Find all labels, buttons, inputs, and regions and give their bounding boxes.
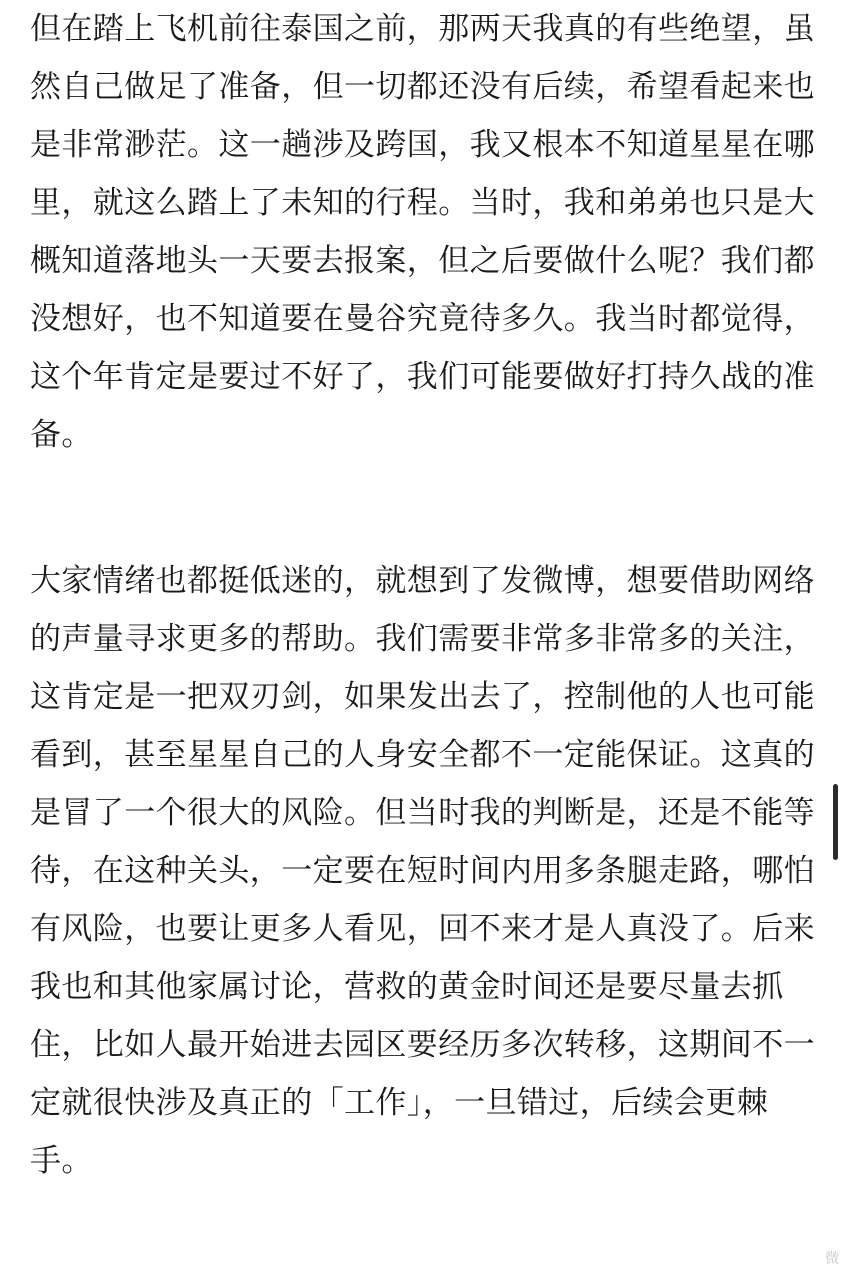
text-line: 住，比如人最开始进去园区要经历多次转移，这期间不一	[30, 1027, 815, 1063]
watermark: 微	[825, 1251, 839, 1267]
text-line: 然自己做足了准备，但一切都还没有后续，希望看起来也	[30, 69, 815, 105]
text-line: 这个年肯定是要过不好了，我们可能要做好打持久战的准	[30, 359, 815, 395]
scrollbar-thumb[interactable]	[833, 784, 838, 860]
paragraph-1	[30, 0, 815, 464]
text-line: 但在踏上飞机前往泰国之前，那两天我真的有些绝望，虽	[30, 11, 815, 47]
text-line: 是冒了一个很大的风险。但当时我的判断是，还是不能等	[30, 795, 815, 831]
text-line: 这肯定是一把双刃剑，如果发出去了，控制他的人也可能	[30, 679, 815, 715]
text-line: 看到，甚至星星自己的人身安全都不一定能保证。这真的	[30, 737, 815, 773]
paragraph-2	[30, 552, 815, 1190]
text-line: 定就很快涉及真正的「工作」，一旦错过，后续会更棘	[30, 1085, 769, 1121]
text-line: 大家情绪也都挺低迷的，就想到了发微博，想要借助网络	[30, 563, 815, 599]
text-line: 我也和其他家属讨论，营救的黄金时间还是要尽量去抓	[30, 969, 784, 1005]
text-line: 里，就这么踏上了未知的行程。当时，我和弟弟也只是大	[30, 185, 815, 221]
text-line: 的声量寻求更多的帮助。我们需要非常多非常多的关注，	[30, 621, 815, 657]
text-line: 是非常渺茫。这一趟涉及跨国，我又根本不知道星星在哪	[30, 127, 815, 163]
text-line: 有风险，也要让更多人看见，回不来才是人真没了。后来	[30, 911, 815, 947]
text-line: 备。	[30, 417, 93, 453]
text-line: 手。	[30, 1143, 93, 1179]
text-line: 待，在这种关头，一定要在短时间内用多条腿走路，哪怕	[30, 853, 815, 889]
text-line: 没想好，也不知道要在曼谷究竟待多久。我当时都觉得，	[30, 301, 815, 337]
text-line: 概知道落地头一天要去报案，但之后要做什么呢？我们都	[30, 243, 815, 279]
